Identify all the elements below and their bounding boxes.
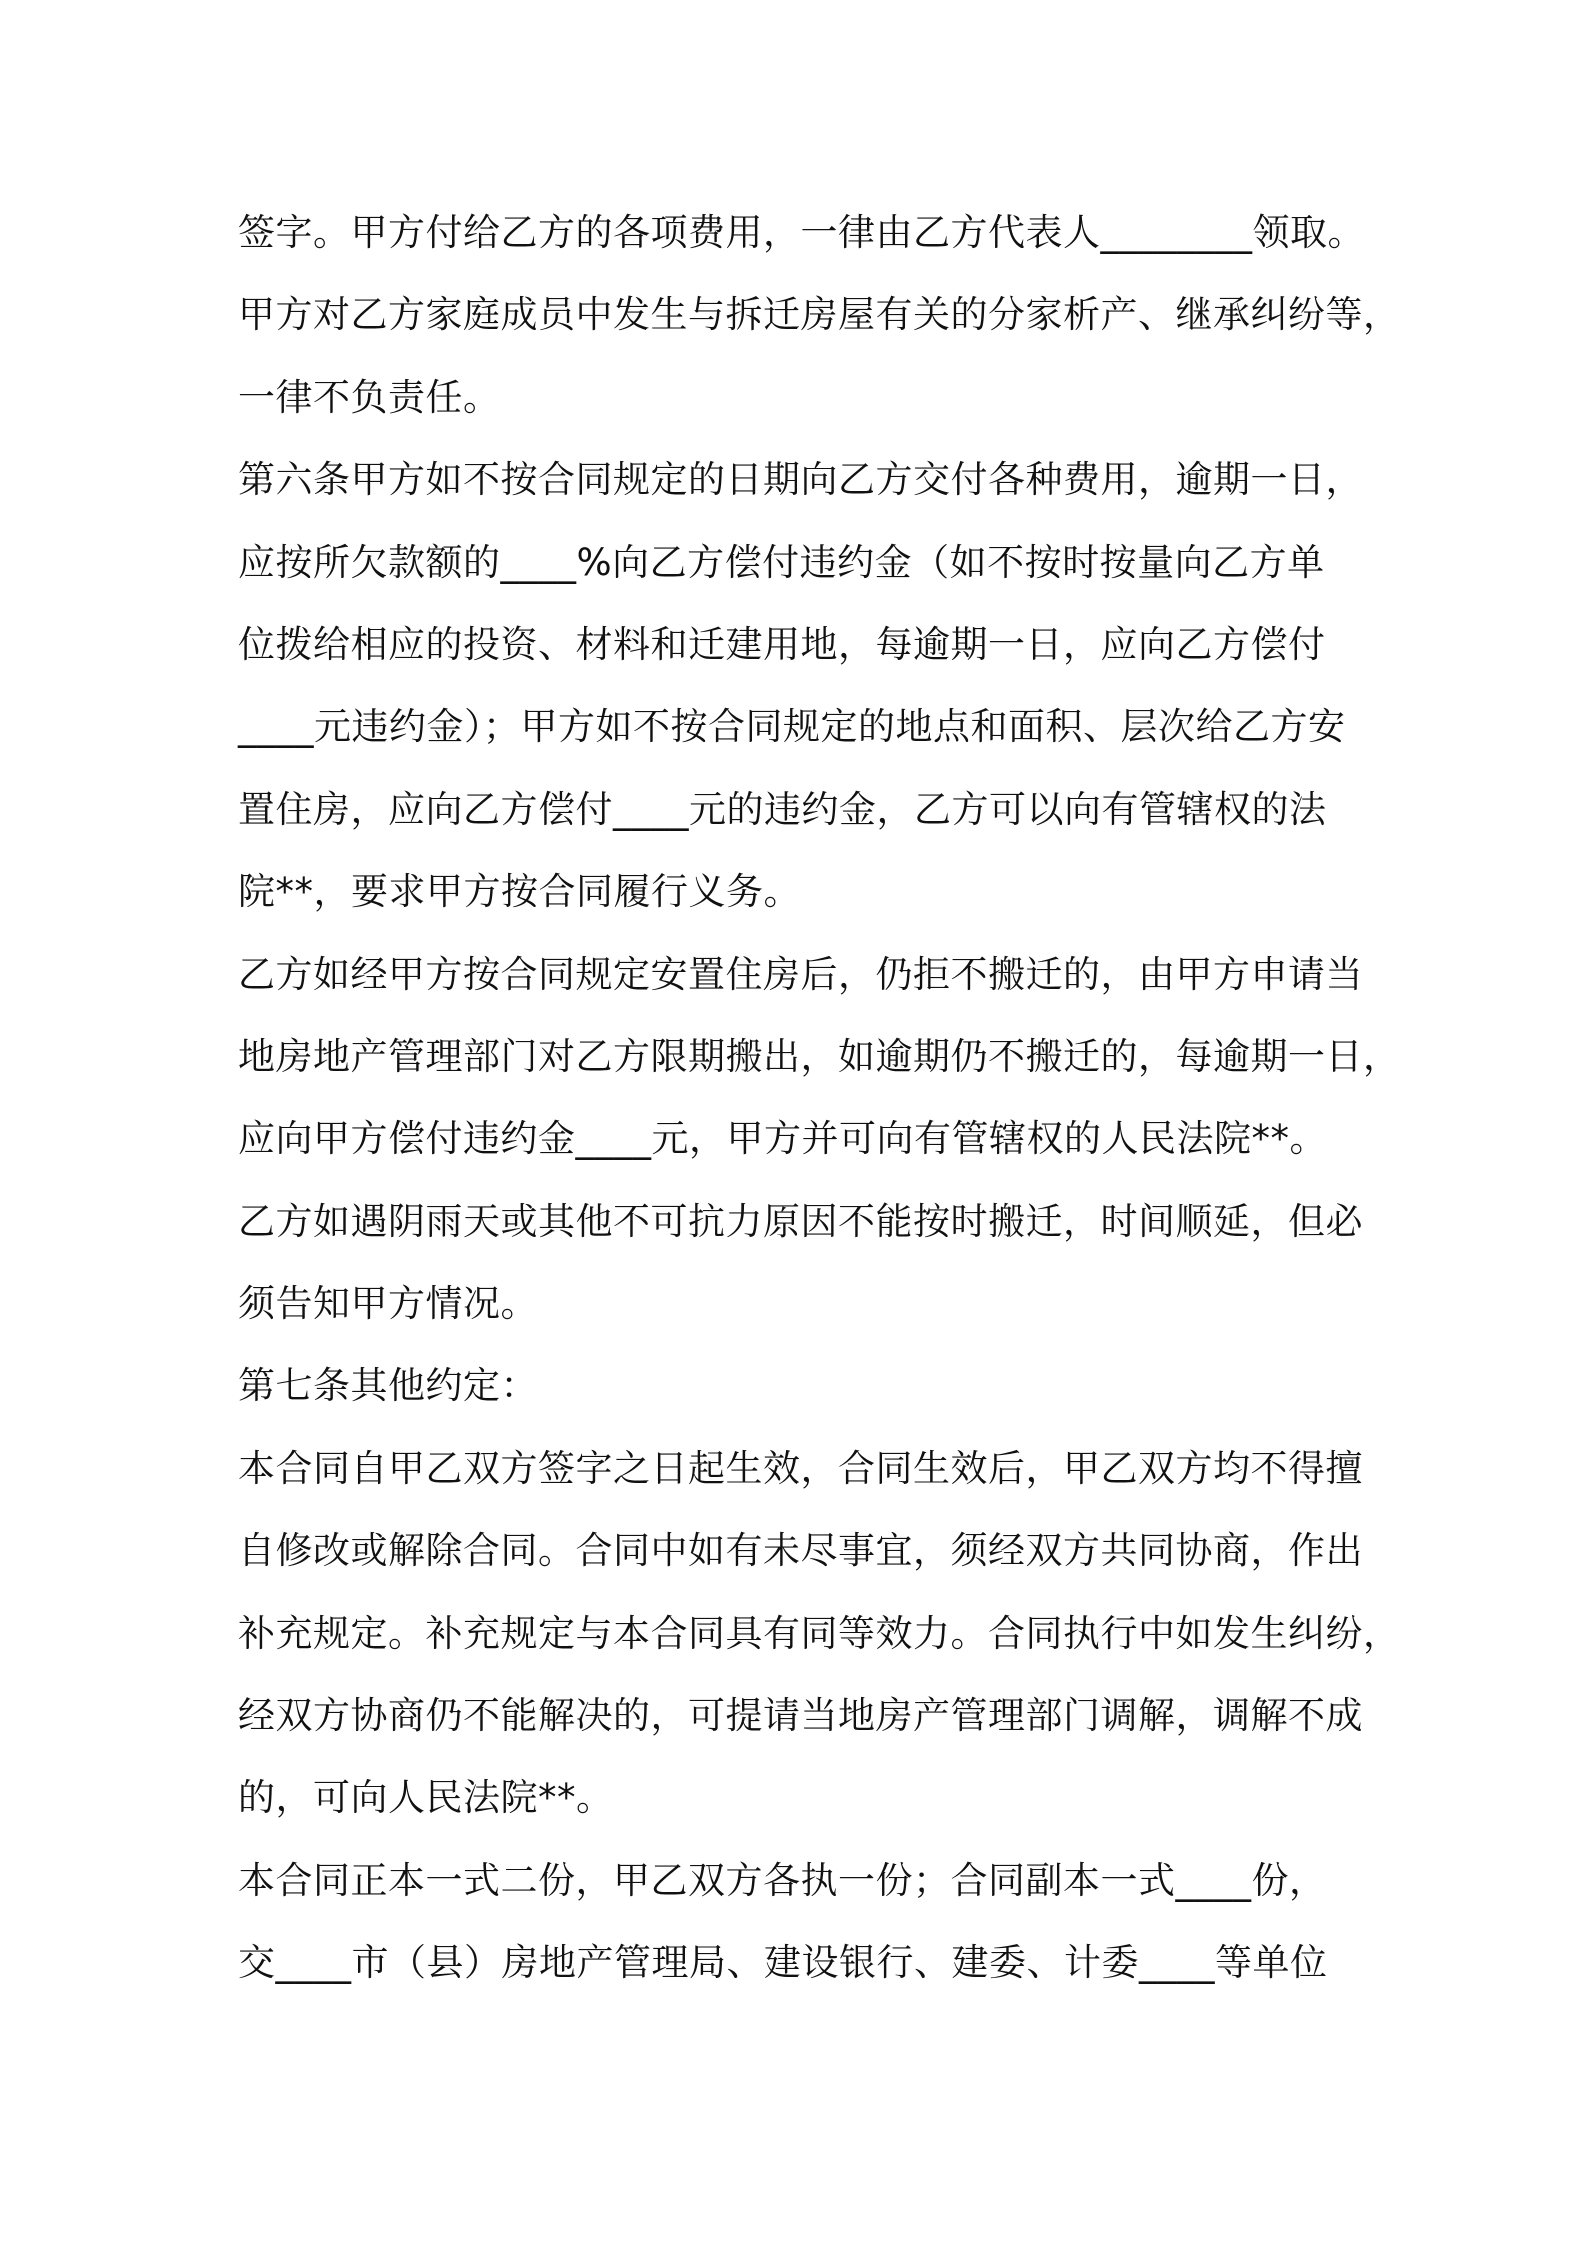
text-line: 第七条其他约定： — [238, 1364, 538, 1408]
text-line: 签字。甲方付给乙方的各项费用，一律由乙方代表人________领取。 — [238, 211, 1365, 254]
text-line: 须告知甲方情况。 — [238, 1282, 538, 1326]
text-line: 本合同自甲乙双方签字之日起生效，合同生效后，甲乙双方均不得擅 — [238, 1446, 1363, 1490]
text-line: 第六条甲方如不按合同规定的日期向乙方交付各种费用，逾期一日， — [238, 458, 1363, 502]
text-line: 自修改或解除合同。合同中如有未尽事宜，须经双方共同协商，作出 — [238, 1529, 1363, 1573]
text-line: 乙方如经甲方按合同规定安置住房后，仍拒不搬迁的，由甲方申请当 — [238, 952, 1363, 996]
text-line: 补充规定。补充规定与本合同具有同等效力。合同执行中如发生纠纷， — [238, 1611, 1401, 1655]
text-line: 的，可向人民法院**。 — [238, 1776, 614, 1820]
text-line: 应向甲方偿付违约金____元，甲方并可向有管辖权的人民法院**。 — [238, 1117, 1327, 1161]
text-line: ____元违约金）；甲方如不按合同规定的地点和面积、层次给乙方安 — [238, 705, 1346, 749]
text-line: 地房地产管理部门对乙方限期搬出，如逾期仍不搬迁的，每逾期一日， — [238, 1034, 1401, 1078]
text-line: 本合同正本一式二份，甲乙双方各执一份；合同副本一式____份， — [238, 1858, 1327, 1902]
text-line: 院**，要求甲方按合同履行义务。 — [238, 870, 801, 914]
document-body — [238, 192, 1401, 2005]
text-line: 应按所欠款额的____%向乙方偿付违约金（如不按时按量向乙方单 — [238, 540, 1325, 584]
text-line: 一律不负责任。 — [238, 375, 501, 419]
text-line: 乙方如遇阴雨天或其他不可抗力原因不能按时搬迁，时间顺延，但必 — [238, 1199, 1363, 1243]
text-line: 甲方对乙方家庭成员中发生与拆迁房屋有关的分家析产、继承纠纷等， — [238, 293, 1401, 337]
text-line: 经双方协商仍不能解决的，可提请当地房产管理部门调解，调解不成 — [238, 1694, 1363, 1738]
text-line: 位拨给相应的投资、材料和迁建用地，每逾期一日，应向乙方偿付 — [238, 622, 1326, 666]
text-line: 交____市（县）房地产管理局、建设银行、建委、计委____等单位 — [238, 1941, 1328, 1985]
text-line: 置住房，应向乙方偿付____元的违约金，乙方可以向有管辖权的法 — [238, 787, 1327, 831]
